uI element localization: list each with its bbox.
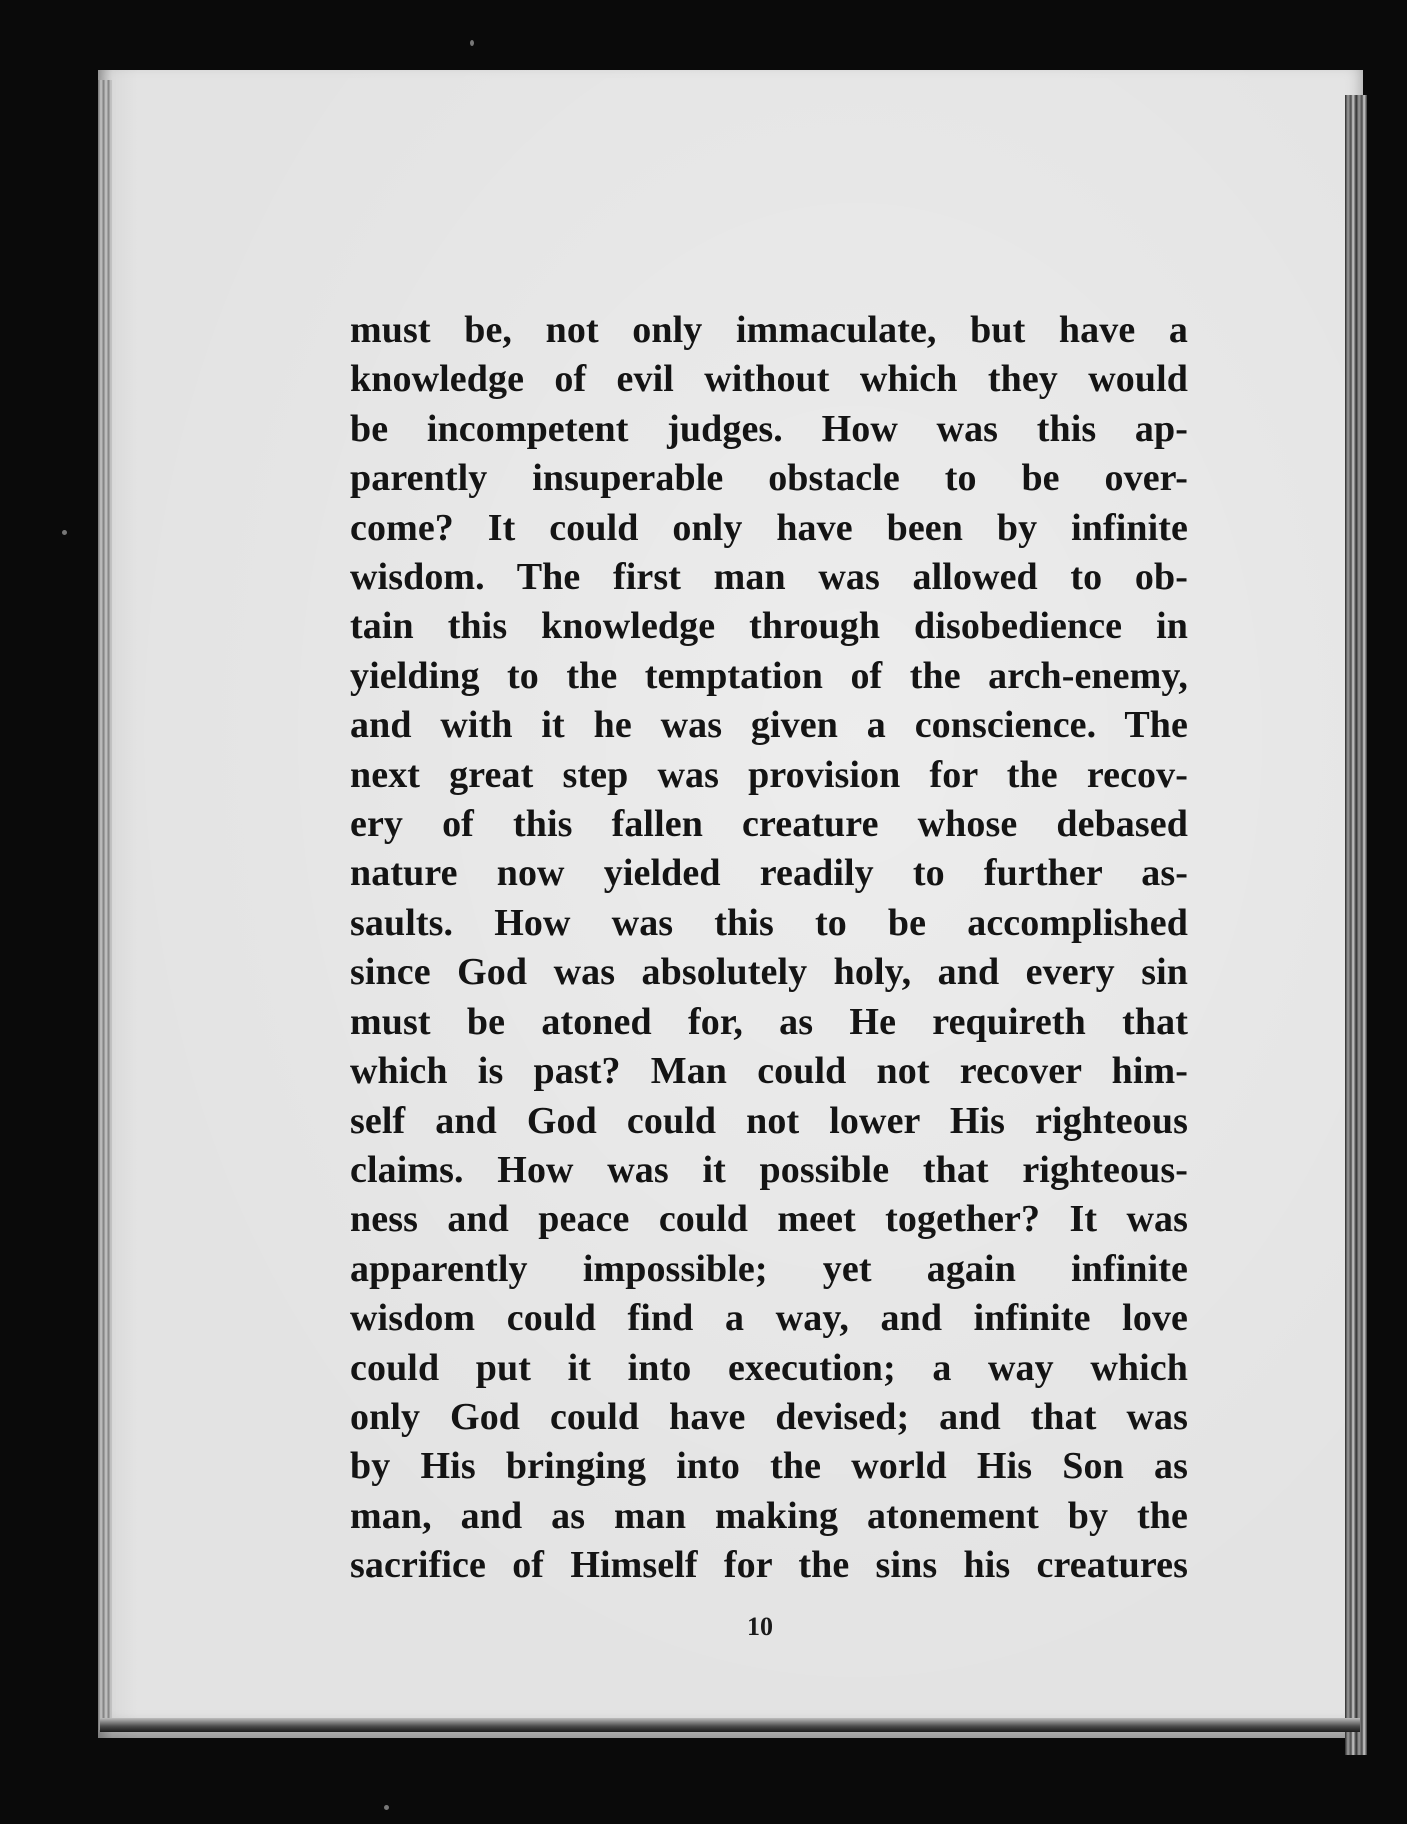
text-line: man, and as man making atonement by the <box>350 1494 1188 1537</box>
text-line: could put it into execution; a way which <box>350 1346 1188 1389</box>
text-line: apparently impossible; yet again infinite <box>350 1247 1188 1290</box>
text-line: wisdom could find a way, and infinite love <box>350 1297 1188 1340</box>
text-line: ness and peace could meet together? It was <box>350 1198 1188 1241</box>
page-number: 10 <box>747 1612 773 1641</box>
body-text <box>350 306 1188 1591</box>
text-line: yielding to the temptation of the arch-enemy, <box>350 654 1188 697</box>
scan-speck <box>62 530 67 535</box>
text-line: wisdom. The first man was allowed to ob- <box>350 556 1188 599</box>
page-edge-bottom <box>100 1718 1360 1732</box>
page-edge-right <box>1345 95 1367 1755</box>
scan-speck <box>470 40 474 46</box>
text-line: since God was absolutely holy, and every sin <box>350 951 1188 994</box>
text-line: sacrifice of Himself for the sins his creatures <box>350 1544 1188 1587</box>
text-line: by His bringing into the world His Son as <box>350 1445 1188 1488</box>
text-line: ery of this fallen creature whose debased <box>350 803 1188 846</box>
text-line: and with it he was given a conscience. The <box>350 704 1188 747</box>
text-line: must be atoned for, as He requireth that <box>350 1000 1188 1043</box>
scan-speck <box>384 1805 389 1810</box>
text-line: next great step was provision for the recov- <box>350 753 1188 796</box>
text-line: must be, not only immaculate, but have a <box>350 309 1188 351</box>
text-line: be incompetent judges. How was this ap- <box>350 407 1188 450</box>
text-line: tain this knowledge through disobedience in <box>350 605 1188 648</box>
text-line: parently insuperable obstacle to be over- <box>350 457 1188 500</box>
text-line: self and God could not lower His righteous <box>350 1099 1188 1142</box>
text-line: knowledge of evil without which they would <box>350 358 1188 401</box>
text-line: saults. How was this to be accomplished <box>350 901 1188 944</box>
text-line: which is past? Man could not recover him- <box>350 1050 1188 1093</box>
text-line: nature now yielded readily to further as- <box>350 852 1188 895</box>
page-gutter-left <box>98 80 112 1730</box>
text-line: only God could have devised; and that was <box>350 1395 1188 1438</box>
text-line: claims. How was it possible that righteous- <box>350 1148 1188 1191</box>
text-line: come? It could only have been by infinite <box>350 506 1188 549</box>
